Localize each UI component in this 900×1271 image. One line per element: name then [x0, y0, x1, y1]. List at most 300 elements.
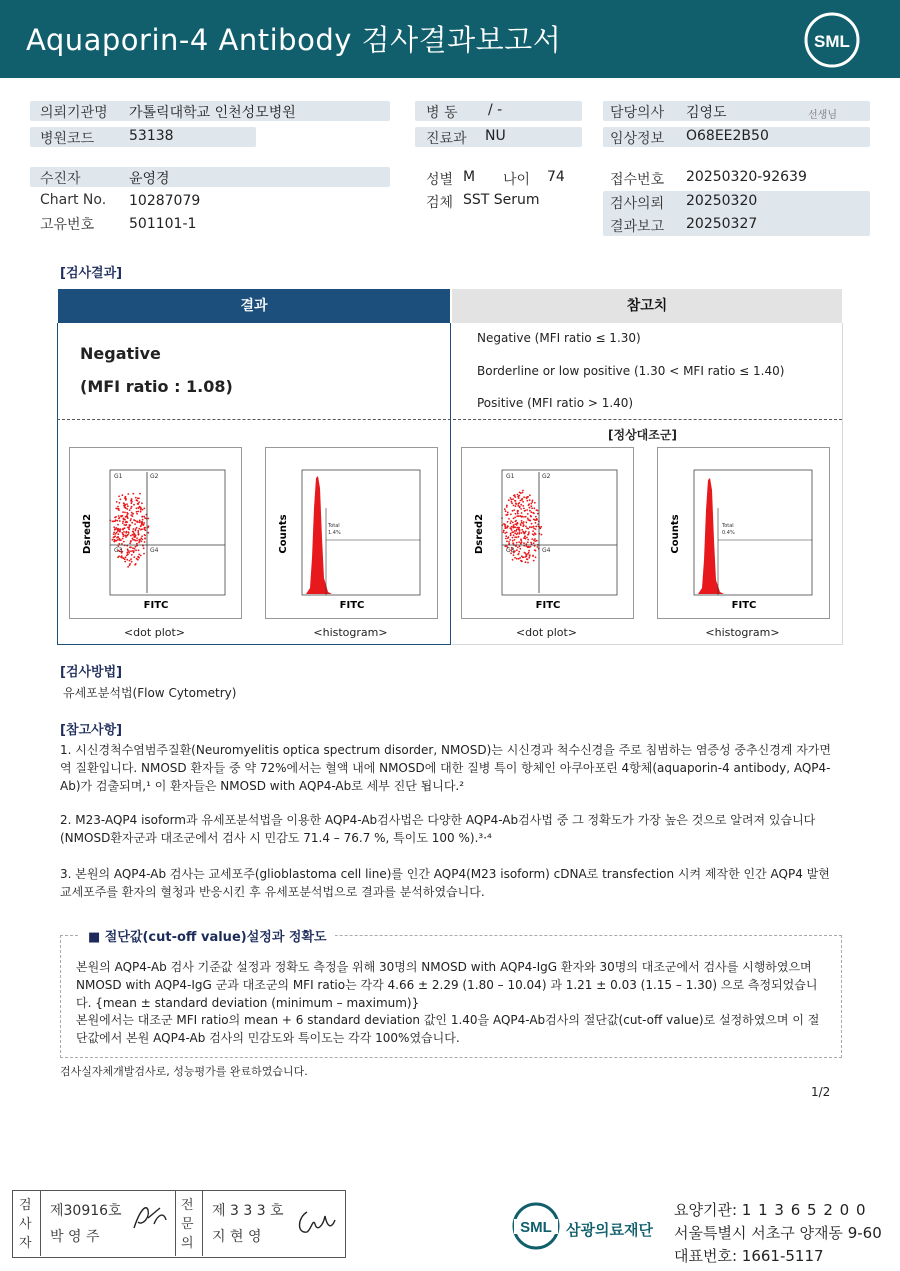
- control-dot-y-label: Dsred2: [474, 513, 485, 555]
- dot-event: [125, 499, 127, 501]
- dot-event: [125, 536, 127, 538]
- dot-event: [129, 564, 131, 566]
- dot-event: [140, 508, 142, 510]
- dot-event: [138, 539, 140, 541]
- dot-event: [526, 500, 528, 502]
- dot-event: [131, 554, 133, 556]
- reference-borderline: Borderline or low positive (1.30 < MFI ratio ≤ 1.40): [477, 364, 785, 378]
- dot-event: [528, 533, 530, 535]
- specimen-label: 검체: [426, 195, 454, 211]
- dot-event: [134, 533, 136, 535]
- dot-event: [122, 494, 124, 496]
- patient-hist-total-value: 1.4%: [328, 530, 341, 536]
- age-value: 74: [547, 169, 565, 185]
- dot-event: [520, 504, 522, 506]
- dot-event: [141, 535, 143, 537]
- dot-event: [135, 546, 137, 548]
- dot-event: [137, 521, 139, 523]
- dot-event: [515, 503, 517, 505]
- dot-event: [528, 531, 530, 533]
- result-ratio: (MFI ratio : 1.08): [80, 377, 233, 396]
- dot-event: [521, 522, 523, 524]
- dot-event: [518, 533, 520, 535]
- dot-event: [129, 546, 131, 548]
- dot-event: [517, 527, 519, 529]
- specialist-label: 전 문 의: [181, 1198, 194, 1251]
- dot-event: [125, 521, 127, 523]
- dot-event: [504, 527, 506, 529]
- dot-event: [515, 530, 517, 532]
- foundation-name: 삼광의료재단: [566, 1221, 653, 1239]
- dot-event: [533, 542, 535, 544]
- dot-event: [125, 516, 127, 518]
- dot-event: [144, 535, 146, 537]
- dot-event: [519, 515, 521, 517]
- dot-event: [122, 534, 124, 536]
- chart-no-label: Chart No.: [40, 192, 107, 208]
- dot-event: [130, 518, 132, 520]
- patient-histogram-svg: [266, 448, 437, 618]
- dot-event: [130, 540, 132, 542]
- dot-event: [518, 536, 520, 538]
- dot-event: [130, 535, 132, 537]
- dot-event: [117, 539, 119, 541]
- dot-event: [523, 556, 525, 558]
- dot-event: [529, 510, 531, 512]
- dot-event: [532, 555, 534, 557]
- dot-event: [513, 495, 515, 497]
- dot-event: [123, 531, 125, 533]
- dot-event: [520, 508, 522, 510]
- dot-event: [535, 522, 537, 524]
- dot-event: [530, 511, 532, 513]
- dot-event: [129, 543, 131, 545]
- dot-event: [537, 546, 539, 548]
- sex-value: M: [463, 169, 476, 185]
- dot-event: [533, 507, 535, 509]
- dot-event: [119, 502, 121, 504]
- doctor-label: 담당의사: [610, 105, 665, 121]
- dot-event: [539, 528, 541, 530]
- dot-event: [531, 501, 533, 503]
- agency-label: 요양기관:: [674, 1201, 738, 1219]
- dot-event: [519, 492, 521, 494]
- dot-event: [127, 513, 129, 515]
- control-histogram: [657, 447, 830, 619]
- receipt-value: 20250320-92639: [686, 169, 807, 185]
- dot-event: [540, 526, 542, 528]
- dot-event: [116, 501, 118, 503]
- gate-g1: G1: [114, 473, 123, 480]
- dot-event: [518, 495, 520, 497]
- dot-event: [137, 530, 139, 532]
- dot-event: [115, 528, 117, 530]
- dot-event: [139, 493, 141, 495]
- dot-event: [512, 498, 514, 500]
- dot-event: [511, 501, 513, 503]
- dot-event: [135, 563, 137, 565]
- dot-event: [134, 536, 136, 538]
- dot-event: [526, 509, 528, 511]
- dot-event: [516, 515, 518, 517]
- dot-event: [131, 522, 133, 524]
- report-title: Aquaporin-4 Antibody 검사결과보고서: [26, 23, 562, 57]
- dot-event: [115, 508, 117, 510]
- dot-event: [512, 559, 514, 561]
- dot-event: [514, 526, 516, 528]
- dot-event: [144, 537, 146, 539]
- institution-label: 의뢰기관명: [40, 105, 108, 121]
- dot-event: [507, 512, 509, 514]
- dot-event: [123, 541, 125, 543]
- dot-event: [142, 519, 144, 521]
- dot-event: [518, 497, 520, 499]
- patient-hist-x-label: FITC: [339, 600, 365, 611]
- dot-event: [528, 546, 530, 548]
- dot-event: [147, 518, 149, 520]
- dot-event: [112, 539, 114, 541]
- dot-event: [140, 537, 142, 539]
- dot-event: [513, 534, 515, 536]
- dot-event: [127, 550, 129, 552]
- dot-event: [510, 533, 512, 535]
- dot-event: [521, 516, 523, 518]
- dot-event: [517, 510, 519, 512]
- dot-event: [130, 550, 132, 552]
- dot-event: [527, 541, 529, 543]
- dot-event: [519, 557, 521, 559]
- patient-value: 윤영경: [129, 171, 170, 187]
- dot-event: [514, 500, 516, 502]
- dot-event: [513, 525, 515, 527]
- dot-event: [527, 562, 529, 564]
- dot-event: [136, 508, 138, 510]
- dot-event: [528, 552, 530, 554]
- patient-label: 수진자: [40, 171, 81, 187]
- note-item-2: 2. M23-AQP4 isoform과 유세포분석법을 이용한 AQP4-Ab검사법은 다양한 AQP4-Ab검사법 중 그 정확도가 가장 높은 것으로 알려져 있습니다(NMOSD환자군과 대조군에서 검사 시 민감도 71.4 – 76.7 %, 특이도 100 %).³·⁴: [60, 813, 816, 845]
- dot-event: [524, 510, 526, 512]
- dot-event: [527, 528, 529, 530]
- dot-event: [130, 502, 132, 504]
- dot-event: [135, 540, 137, 542]
- dot-event: [124, 512, 126, 514]
- dot-event: [128, 532, 130, 534]
- dot-event: [522, 490, 524, 492]
- dot-event: [530, 542, 532, 544]
- control-hist-total-label: Total: [722, 523, 734, 529]
- dot-event: [122, 538, 124, 540]
- reported-value: 20250327: [686, 216, 758, 232]
- dot-event: [131, 499, 133, 501]
- patient-dot-cloud: [109, 493, 149, 568]
- phone-number: 1661-5117: [741, 1247, 824, 1265]
- dot-event: [123, 524, 125, 526]
- dot-event: [523, 542, 525, 544]
- dot-event: [529, 554, 531, 556]
- dot-event: [136, 513, 138, 515]
- dot-event: [519, 500, 521, 502]
- dot-event: [533, 534, 535, 536]
- dot-event: [521, 520, 523, 522]
- dot-event: [514, 532, 516, 534]
- dot-event: [515, 513, 517, 515]
- dot-event: [518, 529, 520, 531]
- dot-event: [505, 510, 507, 512]
- dot-event: [510, 513, 512, 515]
- dot-event: [530, 516, 532, 518]
- dot-event: [524, 535, 526, 537]
- age-label: 나이: [503, 172, 531, 188]
- dot-event: [524, 532, 526, 534]
- dot-event: [131, 506, 133, 508]
- dot-event: [514, 523, 516, 525]
- dot-event: [503, 530, 505, 532]
- dot-event: [119, 531, 121, 533]
- dot-event: [513, 509, 515, 511]
- dot-event: [515, 545, 517, 547]
- sex-label: 성별: [426, 172, 454, 188]
- results-section-title: [검사결과]: [60, 266, 123, 281]
- agency-row: [674, 1199, 867, 1220]
- dot-event: [119, 517, 121, 519]
- dot-event: [117, 506, 119, 508]
- dot-event: [522, 531, 524, 533]
- dot-event: [121, 515, 123, 517]
- dot-event: [133, 519, 135, 521]
- dot-event: [505, 535, 507, 537]
- control-gate-g2: G2: [542, 473, 551, 480]
- dot-event: [516, 537, 518, 539]
- dot-event: [123, 518, 125, 520]
- dot-event: [510, 520, 512, 522]
- unique-no-value: 501101-1: [129, 216, 197, 232]
- dot-event: [126, 535, 128, 537]
- dot-event: [523, 537, 525, 539]
- dot-event: [520, 540, 522, 542]
- dot-event: [132, 538, 134, 540]
- dot-event: [142, 509, 144, 511]
- dot-event: [509, 539, 511, 541]
- dot-event: [127, 566, 129, 568]
- notes-section-title: [참고사항]: [60, 723, 123, 738]
- patient-dot-caption: <dot plot>: [123, 626, 186, 639]
- result-cell: [57, 323, 451, 419]
- dot-event: [507, 526, 509, 528]
- doctor-value: 김영도: [686, 105, 727, 121]
- dot-event: [136, 540, 138, 542]
- dot-event: [531, 523, 533, 525]
- dot-event: [536, 519, 538, 521]
- dot-event: [526, 537, 528, 539]
- dot-event: [511, 529, 513, 531]
- dot-event: [127, 548, 129, 550]
- dot-event: [138, 557, 140, 559]
- dot-event: [510, 527, 512, 529]
- dot-event: [130, 507, 132, 509]
- dot-event: [138, 501, 140, 503]
- dot-event: [137, 559, 139, 561]
- dot-event: [523, 524, 525, 526]
- dept-label: 진료과: [426, 131, 467, 147]
- dot-event: [136, 499, 138, 501]
- dot-event: [519, 507, 521, 509]
- dot-event: [523, 508, 525, 510]
- control-gate-g3: G3: [506, 547, 515, 554]
- patient-hist-total-label: Total: [328, 523, 340, 529]
- dot-event: [525, 545, 527, 547]
- dot-event: [503, 531, 505, 533]
- dot-event: [115, 540, 117, 542]
- control-dot-plot: [461, 447, 634, 619]
- dot-event: [516, 549, 518, 551]
- control-hist-total-value: 0.4%: [722, 530, 735, 536]
- gate-g2: G2: [150, 473, 159, 480]
- dot-event: [126, 503, 128, 505]
- dot-event: [140, 525, 142, 527]
- tester-number: 제30916호: [50, 1203, 122, 1219]
- dot-event: [513, 518, 515, 520]
- dot-event: [127, 493, 129, 495]
- dot-event: [118, 543, 120, 545]
- dot-event: [125, 531, 127, 533]
- dot-event: [143, 547, 145, 549]
- dot-event: [527, 496, 529, 498]
- dot-event: [142, 524, 144, 526]
- chart-no-value: 10287079: [129, 193, 201, 209]
- dot-event: [141, 528, 143, 530]
- dot-event: [121, 543, 123, 545]
- dot-event: [537, 513, 539, 515]
- dot-event: [127, 505, 129, 507]
- dot-event: [118, 495, 120, 497]
- dot-event: [507, 521, 509, 523]
- gate-g3: G3: [114, 547, 123, 554]
- dot-event: [519, 531, 521, 533]
- dot-event: [526, 497, 528, 499]
- specialist-name: 지 현 영: [212, 1229, 262, 1245]
- dot-event: [117, 556, 119, 558]
- dot-event: [118, 538, 120, 540]
- dot-event: [122, 521, 124, 523]
- dot-event: [518, 551, 520, 553]
- phone-row: [674, 1245, 824, 1266]
- dot-event: [118, 515, 120, 517]
- dot-event: [128, 526, 130, 528]
- foundation-address: 서울특별시 서초구 양재동 9-60: [674, 1224, 882, 1242]
- control-dot-caption: <dot plot>: [515, 626, 578, 639]
- dot-event: [124, 497, 126, 499]
- dot-event: [134, 523, 136, 525]
- dot-event: [506, 540, 508, 542]
- dot-event: [525, 526, 527, 528]
- dot-event: [504, 526, 506, 528]
- note-item-3: 3. 본원의 AQP4-Ab 검사는 교세포주(glioblastoma cell line)를 인간 AQP4(M23 isoform) cDNA로 transfection 시켜 제작한 인간 AQP4 발현 교세포주를 환자의 혈청과 반응시킨 후 유세포분석법으로 결과를 분석하였습니다.: [60, 867, 830, 899]
- dot-event: [522, 492, 524, 494]
- patient-hist-y-label: Counts: [278, 514, 289, 554]
- patient-histogram: [265, 447, 438, 619]
- dot-event: [508, 536, 510, 538]
- specialist-signature: [293, 1204, 337, 1240]
- hospital-code-label: 병원코드: [40, 131, 95, 147]
- dot-event: [512, 543, 514, 545]
- footer-note: 검사실자체개발검사로, 성능평가를 완료하였습니다.: [60, 1065, 308, 1078]
- reported-label: 결과보고: [610, 219, 665, 235]
- dot-event: [118, 508, 120, 510]
- patient-dot-plot: [69, 447, 242, 619]
- dot-event: [510, 497, 512, 499]
- dot-event: [533, 526, 535, 528]
- dot-event: [528, 503, 530, 505]
- dot-event: [123, 535, 125, 537]
- dot-event: [528, 557, 530, 559]
- specimen-value: SST Serum: [463, 192, 540, 208]
- result-column-header: 결과: [58, 289, 450, 323]
- dot-event: [532, 530, 534, 532]
- dot-event: [505, 538, 507, 540]
- control-hist-y-label: Counts: [670, 514, 681, 554]
- dot-event: [519, 548, 521, 550]
- dot-event: [529, 507, 531, 509]
- method-text: 유세포분석법(Flow Cytometry): [63, 686, 237, 700]
- requested-label: 검사의뢰: [610, 196, 665, 212]
- cutoff-text-2: 본원에서는 대조군 MFI ratio의 mean + 6 standard deviation 값인 1.40을 AQP4-Ab검사의 절단값(cut-off value)로 설정하였으며 이 절단값에서 본원 AQP4-Ab 검사의 민감도와 특이도는 각각 100%였습니다.: [76, 1013, 820, 1045]
- dot-event: [122, 511, 124, 513]
- dot-event: [138, 533, 140, 535]
- dot-event: [523, 516, 525, 518]
- dot-event: [143, 508, 145, 510]
- dot-event: [138, 554, 140, 556]
- dot-event: [508, 543, 510, 545]
- dot-event: [131, 561, 133, 563]
- dot-event: [521, 529, 523, 531]
- control-gate-g1: G1: [506, 473, 515, 480]
- dot-event: [517, 494, 519, 496]
- dot-event: [527, 518, 529, 520]
- dot-event: [512, 540, 514, 542]
- patient-hist-caption: <histogram>: [313, 626, 388, 639]
- dot-event: [516, 558, 518, 560]
- dot-event: [138, 542, 140, 544]
- cutoff-title: ■ 절단값(cut-off value)설정과 정확도: [80, 926, 335, 945]
- dot-event: [126, 508, 128, 510]
- hospital-code-value: 53138: [129, 128, 174, 144]
- dot-event: [525, 561, 527, 563]
- dot-event: [130, 514, 132, 516]
- dot-event: [511, 526, 513, 528]
- dot-event: [508, 541, 510, 543]
- dot-event: [132, 531, 134, 533]
- sml-logo: [802, 10, 862, 70]
- dot-event: [132, 493, 134, 495]
- institution-value: 가톨릭대학교 인천성모병원: [129, 105, 296, 121]
- dot-event: [533, 560, 535, 562]
- dot-event: [510, 522, 512, 524]
- dot-event: [147, 532, 149, 534]
- dot-event: [508, 518, 510, 520]
- dot-event: [517, 513, 519, 515]
- dot-event: [517, 532, 519, 534]
- dot-event: [140, 555, 142, 557]
- tester-label: 검 사 자: [19, 1198, 32, 1251]
- control-gate-g4: G4: [542, 547, 551, 554]
- dot-event: [113, 536, 115, 538]
- dot-event: [129, 560, 131, 562]
- unique-no-label: 고유번호: [40, 217, 95, 233]
- dot-event: [513, 505, 515, 507]
- result-value: Negative: [80, 344, 161, 363]
- gate-g4: G4: [150, 547, 159, 554]
- dot-event: [138, 528, 140, 530]
